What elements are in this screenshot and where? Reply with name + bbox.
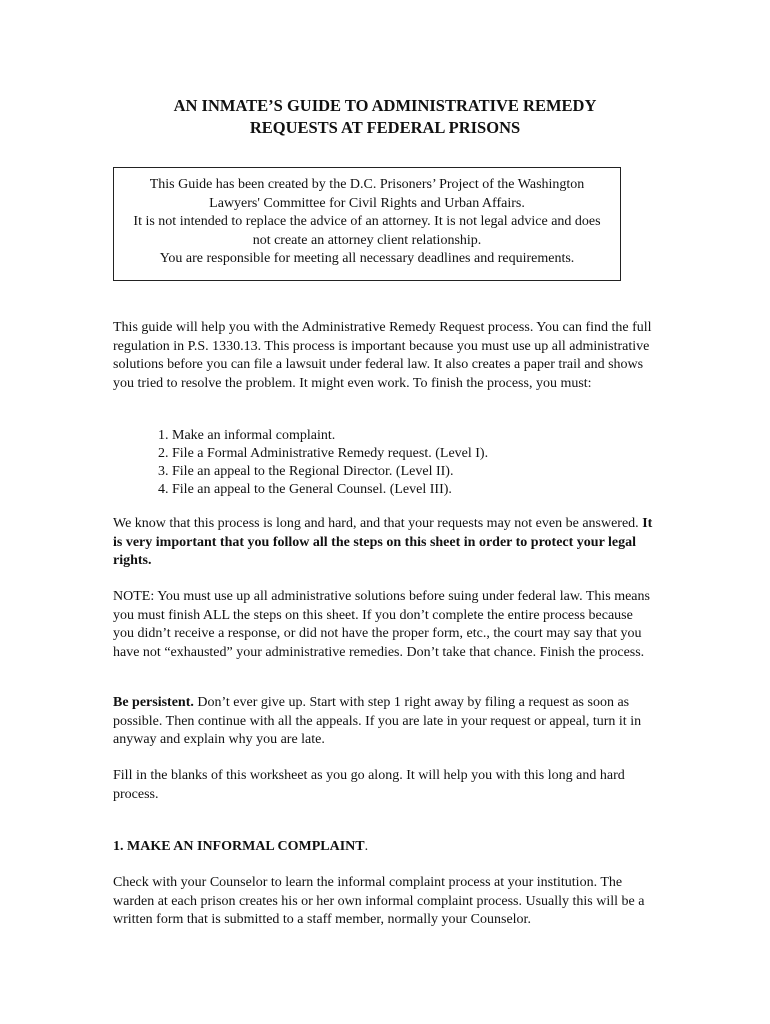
step-item: 2. File a Formal Administrative Remedy request. (Level I). <box>158 446 489 461</box>
disclaimer-line-3: You are responsible for meeting all necessary deadlines and requirements. <box>159 251 575 266</box>
section-1-heading-period: . <box>364 839 369 854</box>
persistence-emphasis: Be persistent. <box>113 695 194 710</box>
document-title <box>60 95 710 139</box>
title-line-2: REQUESTS AT FEDERAL PRISONS <box>249 118 521 137</box>
section-1-paragraph: Check with your Counselor to learn the informal complaint process at your institution. The warden at each prison creates his or her own informal complaint process. Usually this will be a written form that is submitted to a staff member, normally your Counselor. <box>113 875 645 927</box>
disclaimer-line-1: This Guide has been created by the D.C. Prisoners’ Project of the Washington Lawyers' Committee for Civil Rights and Urban Affairs. <box>149 177 585 211</box>
step-item: 4. File an appeal to the General Counsel. (Level III). <box>158 482 452 497</box>
fill-in-paragraph: Fill in the blanks of this worksheet as you go along. It will help you with this long and hard process. <box>113 768 625 802</box>
step-item: 3. File an appeal to the Regional Director. (Level II). <box>158 464 454 479</box>
disclaimer-line-2: It is not intended to replace the advice of an attorney. It is not legal advice and does not create an attorney client relationship. <box>133 214 601 248</box>
warning-text: We know that this process is long and hard, and that your requests may not even be answered. <box>113 516 643 531</box>
note-paragraph: NOTE: You must use up all administrative solutions before suing under federal law. This means you must finish ALL the steps on this sheet. If you don’t complete the entire process because you didn’t receive a response, or did not have the proper form, etc., the court may say that you have not “exhausted” your administrative remedies. Don’t take that chance. Finish the process. <box>113 589 650 660</box>
step-item: 1. Make an informal complaint. <box>158 428 336 443</box>
section-1-heading-text: 1. MAKE AN INFORMAL COMPLAINT <box>113 839 365 854</box>
warning-emphasis: It is very important that you follow all the steps on this sheet in order to protect your legal rights. <box>113 516 653 568</box>
disclaimer-box <box>113 167 621 281</box>
intro-paragraph: This guide will help you with the Administrative Remedy Request process. You can find the full regulation in P.S. 1330.13. This process is important because you must use up all administrative solutions before you can file a lawsuit under federal law. It also creates a paper trail and shows you tried to resolve the problem. It might even work. To finish the process, you must: <box>113 320 652 391</box>
warning-paragraph <box>113 515 653 571</box>
title-line-1: AN INMATE’S GUIDE TO ADMINISTRATIVE REMEDY <box>173 96 597 115</box>
steps-list <box>158 427 488 499</box>
persistence-paragraph <box>113 694 653 750</box>
section-1-heading <box>113 838 653 857</box>
persistence-text: Don’t ever give up. Start with step 1 right away by filing a request as soon as possible. Then continue with all the appeals. If you are late in your request or appeal, turn it in anyway and explain why you are late. <box>113 695 642 747</box>
